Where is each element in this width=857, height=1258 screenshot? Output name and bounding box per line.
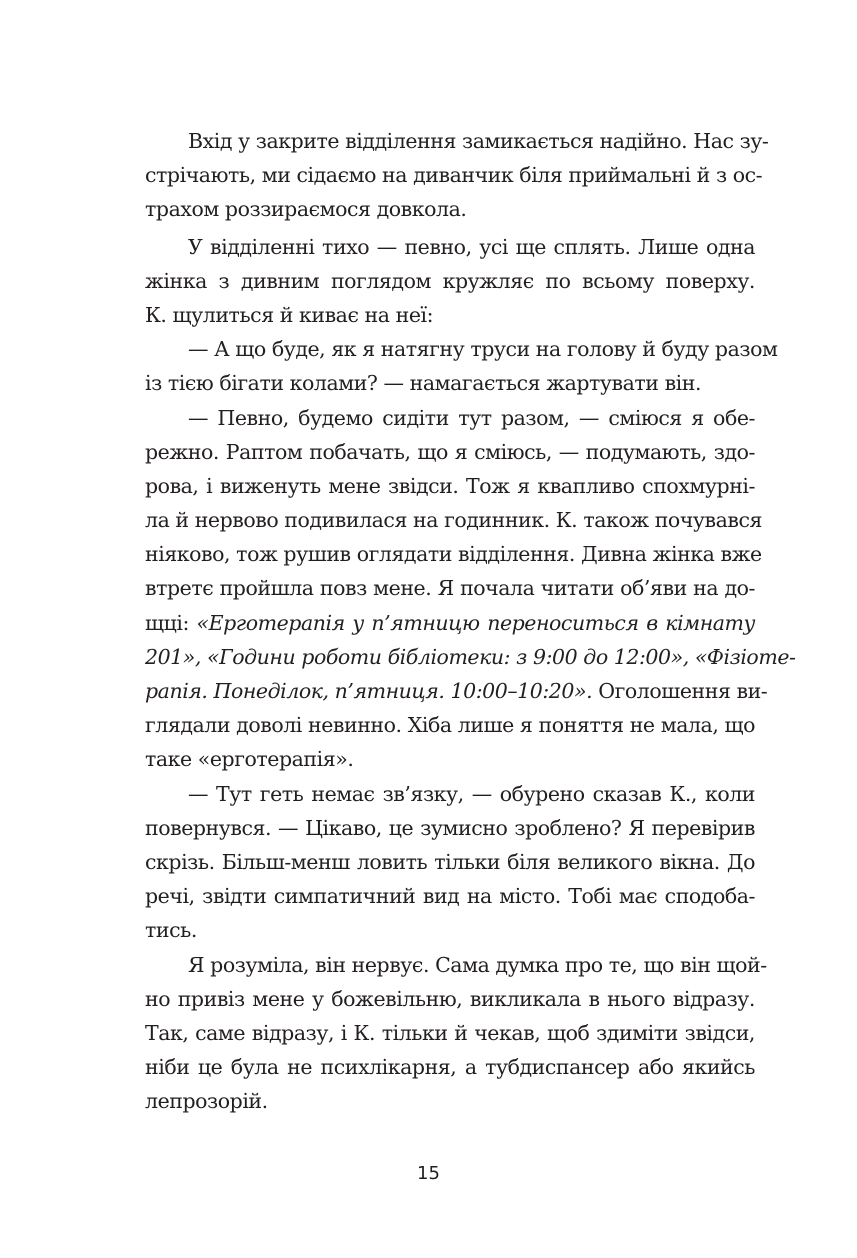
book-page-body [145, 124, 796, 1118]
text-line: втретє пройшла повз мене. Я почала читати об’яви на до- [145, 576, 755, 601]
text-line: тись. [145, 918, 197, 943]
text-line: режно. Раптом побачать, що я сміюсь, — подумають, здо- [145, 439, 755, 464]
text-line: — Тут геть немає зв’язку, — обурено сказав К., коли [188, 781, 755, 806]
paragraph [145, 777, 755, 948]
text-line: — Певно, будемо сидіти тут разом, — сміюся я обе- [188, 405, 755, 430]
paragraph [145, 948, 767, 1119]
text-line: К. щулиться й киває на неї: [145, 302, 434, 327]
text-line: Так, саме відразу, і К. тільки й чекав, щоб здиміти звідси, [145, 1020, 755, 1045]
text-line [145, 640, 796, 674]
text-line: скрізь. Більш-менш ловить тільки біля великого вікна. До [145, 849, 755, 874]
text-line: таке «ерготерапія». [145, 747, 354, 772]
text-line: ніби це була не психлікарня, а тубдиспансер або якийсь [145, 1055, 755, 1080]
text-line: трахом роззираємося довкола. [145, 197, 467, 222]
text-line: повернувся. — Цікаво, це зумисно зроблено? Я перевірив [145, 815, 755, 840]
text-line: Я розуміла, він нервує. Сама думка про те, що він щой- [188, 952, 767, 977]
text-run: Оголошення ви- [592, 679, 768, 703]
paragraph [145, 401, 796, 777]
page-number: 15 [417, 1163, 440, 1184]
text-line: Вхід у закрите відділення замикається надійно. Нас зу- [188, 129, 769, 153]
text-line: но привіз мене у божевільню, викликала в нього відразу. [145, 986, 755, 1011]
text-line [145, 606, 755, 640]
text-run: щці: [145, 610, 197, 635]
text-line: лепрозорій. [145, 1089, 268, 1114]
text-line: глядали доволі невинно. Хіба лише я поняття не мала, що [145, 713, 755, 738]
text-line: речі, звідти симпатичний вид на місто. Тобі має сподоба- [145, 884, 755, 909]
text-line: із тією бігати колами? — намагається жартувати він. [145, 371, 702, 396]
italic-notice-text: 201», «Години роботи бібліотеки: з 9:00 до 12:00», «Фізіоте- [145, 644, 796, 669]
text-line: жінка з дивним поглядом кружляє по всьому поверху. [145, 268, 755, 293]
text-line: ніяково, тож рушив оглядати відділення. Дивна жінка вже [145, 542, 762, 567]
italic-notice-text: «Ерготерапія у п’ятницю переноситься в кімнату [196, 610, 755, 635]
text-line [145, 674, 768, 708]
paragraph [145, 332, 778, 400]
paragraph [145, 230, 755, 333]
text-line: — А що буде, як я натягну труси на голову й буду разом [188, 337, 778, 362]
text-line: У відділенні тихо — певно, усі ще сплять. Лише одна [188, 234, 755, 259]
text-line: рова, і виженуть мене звідси. Тож я квапливо спохмурні- [145, 473, 755, 498]
italic-notice-text: рапія. Понеділок, п’ятниця. 10:00–10:20». [145, 679, 593, 703]
text-line: ла й нервово подивилася на годинник. К. також почувався [145, 508, 762, 533]
paragraph [145, 124, 769, 227]
text-line: стрічають, ми сідаємо на диванчик біля приймальні й з ос- [145, 163, 763, 188]
